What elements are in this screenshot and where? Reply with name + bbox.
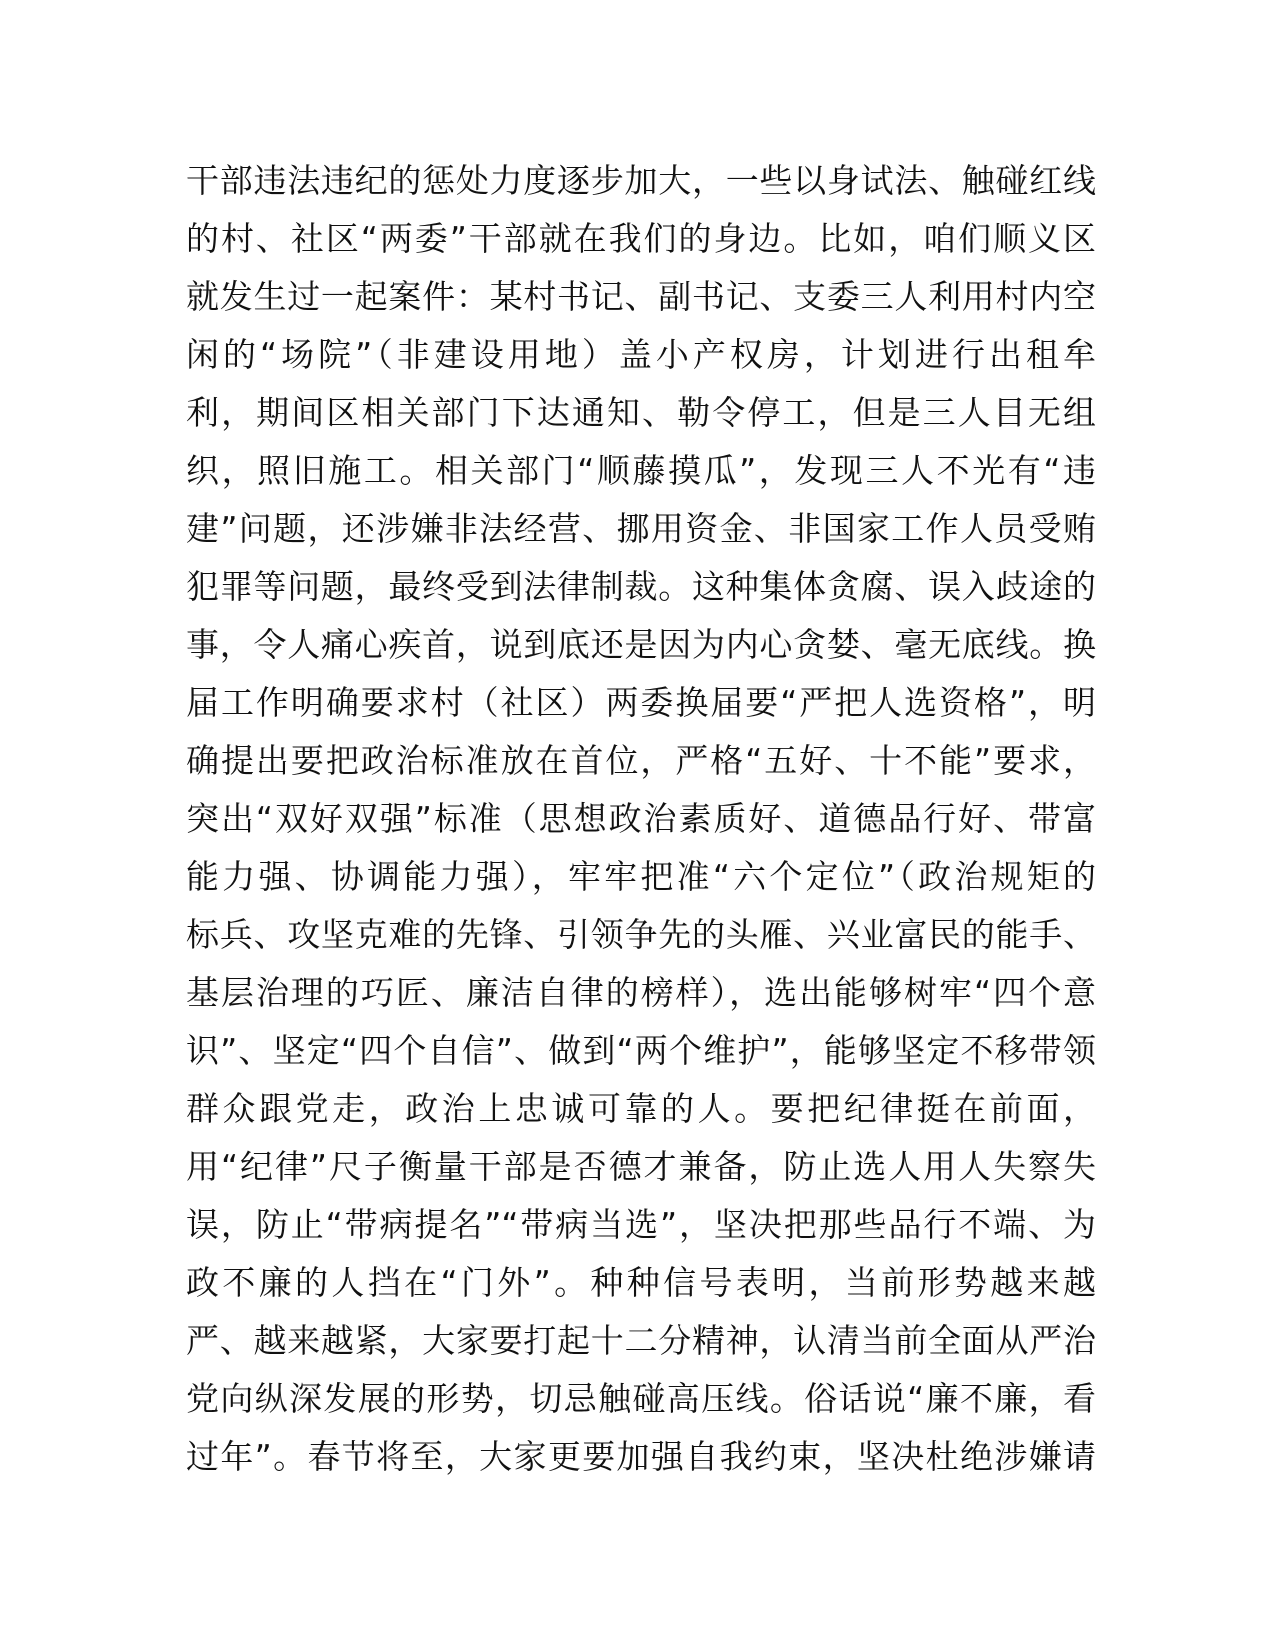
text-line: 误，防止“带病提名”“带病当选”，坚决把那些品行不端、为	[186, 1205, 1096, 1244]
text-line: 用“纪律”尺子衡量干部是否德才兼备，防止选人用人失察失	[186, 1147, 1096, 1186]
text-line: 干部违法违纪的惩处力度逐步加大，一些以身试法、触碰红线	[186, 161, 1096, 200]
text-line: 建”问题，还涉嫌非法经营、挪用资金、非国家工作人员受贿	[186, 509, 1096, 548]
text-line: 严、越来越紧，大家要打起十二分精神，认清当前全面从严治	[186, 1321, 1096, 1360]
text-line: 就发生过一起案件：某村书记、副书记、支委三人利用村内空	[186, 277, 1096, 316]
text-line: 群众跟党走，政治上忠诚可靠的人。要把纪律挺在前面，	[186, 1089, 1096, 1128]
text-line: 利，期间区相关部门下达通知、勒令停工，但是三人目无组	[186, 393, 1096, 432]
text-line: 过年”。春节将至，大家更要加强自我约束，坚决杜绝涉嫌请	[186, 1437, 1096, 1476]
text-line: 党向纵深发展的形势，切忌触碰高压线。俗话说“廉不廉，看	[186, 1379, 1096, 1418]
text-line: 识”、坚定“四个自信”、做到“两个维护”，能够坚定不移带领	[186, 1031, 1096, 1070]
text-line: 突出“双好双强”标准（思想政治素质好、道德品行好、带富	[186, 799, 1096, 838]
text-line: 标兵、攻坚克难的先锋、引领争先的头雁、兴业富民的能手、	[186, 915, 1096, 954]
text-line: 织，照旧施工。相关部门“顺藤摸瓜”，发现三人不光有“违	[186, 451, 1096, 490]
text-line: 届工作明确要求村（社区）两委换届要“严把人选资格”，明	[186, 683, 1096, 722]
text-line: 政不廉的人挡在“门外”。种种信号表明，当前形势越来越	[186, 1263, 1096, 1302]
text-line: 事，令人痛心疾首，说到底还是因为内心贪婪、毫无底线。换	[186, 625, 1096, 664]
text-line: 基层治理的巧匠、廉洁自律的榜样），选出能够树牢“四个意	[186, 973, 1096, 1012]
text-line: 闲的“场院”（非建设用地）盖小产权房，计划进行出租牟	[186, 335, 1096, 374]
body-paragraph	[186, 152, 1096, 1486]
text-line: 确提出要把政治标准放在首位，严格“五好、十不能”要求，	[186, 741, 1096, 780]
text-line: 能力强、协调能力强），牢牢把准“六个定位”（政治规矩的	[186, 857, 1096, 896]
text-line: 犯罪等问题，最终受到法律制裁。这种集体贪腐、误入歧途的	[186, 567, 1096, 606]
text-line: 的村、社区“两委”干部就在我们的身边。比如，咱们顺义区	[186, 219, 1096, 258]
